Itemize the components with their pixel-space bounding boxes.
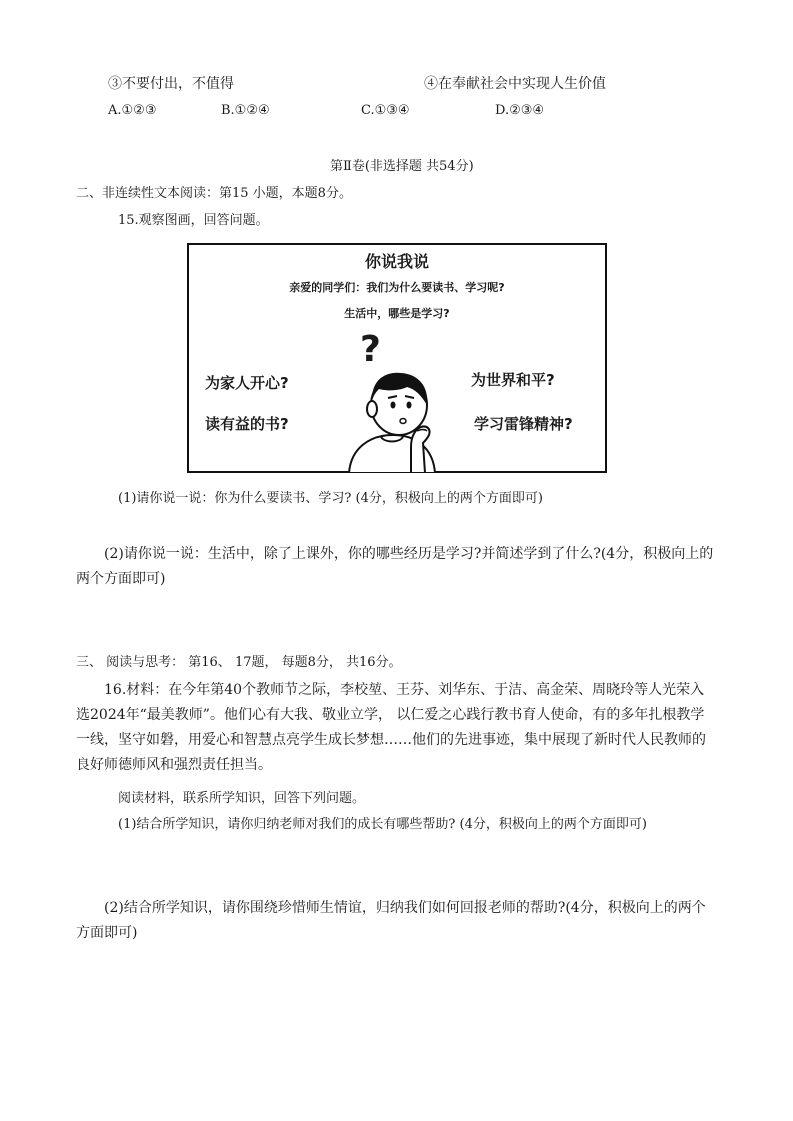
choice-b: B.①②④: [221, 103, 270, 118]
figure-line-1: 亲爱的同学们：我们为什么要读书、学习呢?: [289, 281, 505, 294]
thinking-boy-icon: [341, 365, 441, 473]
q16-material-text: 16.材料：在今年第40个教师节之际，李校堃、王芬、刘华东、于洁、高金荣、周晓玲等人光荣入选2024年“最美教师”。他们心有大我、敬业立学， 以仁爱之心践行教书育人使命，有的多年扎根教学一线，坚守如磐，用爱心和智慧点亮学生成长梦想……他们的先进事迹，集中展现了新时代人民教师的良好师德师风和强烈责任担当。: [76, 682, 706, 773]
choice-d: D.②③④: [495, 103, 545, 118]
q15-stem: 15.观察图画，回答问题。: [118, 213, 269, 228]
figure-line-2: 生活中，哪些是学习?: [344, 307, 450, 320]
q15-part-2-text: (2)请你说一说：生活中，除了上课外，你的哪些经历是学习?并简述学到了什么?(4分，积极向上的两个方面即可): [76, 546, 714, 587]
q16-material: [76, 678, 716, 778]
figure-question-left-2: 读有益的书?: [205, 415, 289, 433]
q16-part-2: [76, 896, 718, 946]
figure-question-right-2: 学习雷锋精神?: [474, 415, 573, 433]
question-mark-icon: ?: [360, 329, 381, 370]
q16-instruction: 阅读材料，联系所学知识，回答下列问题。: [118, 791, 366, 806]
figure-title: 你说我说: [364, 252, 429, 271]
figure-question-right-1: 为世界和平?: [471, 371, 555, 389]
section3-heading: 三、 阅读与思考： 第16、 17题， 每题8分， 共16分。: [76, 655, 402, 670]
section2-heading: 二、非连续性文本阅读：第15 小题，本题8分。: [76, 186, 352, 201]
q16-part-2-text: (2)结合所学知识，请你围绕珍惜师生情谊，归纳我们如何回报老师的帮助?(4分，积极向上的两个方面即可): [76, 900, 706, 941]
q15-part-2: [76, 542, 720, 592]
illustration-box: [187, 243, 607, 473]
figure-question-left-1: 为家人开心?: [205, 374, 289, 392]
choice-a: A.①②③: [108, 103, 157, 118]
option-3: ③不要付出，不值得: [108, 76, 234, 92]
choice-c: C.①③④: [361, 103, 410, 118]
q16-part-1: (1)结合所学知识，请你归纳老师对我们的成长有哪些帮助? (4分，积极向上的两个方面即可): [118, 817, 647, 832]
q15-part-1: (1)请你说一说：你为什么要读书、学习? (4分，积极向上的两个方面即可): [118, 491, 543, 506]
option-4: ④在奉献社会中实现人生价值: [424, 76, 606, 92]
volume-title: 第Ⅱ卷(非选择题 共54分): [330, 159, 474, 174]
